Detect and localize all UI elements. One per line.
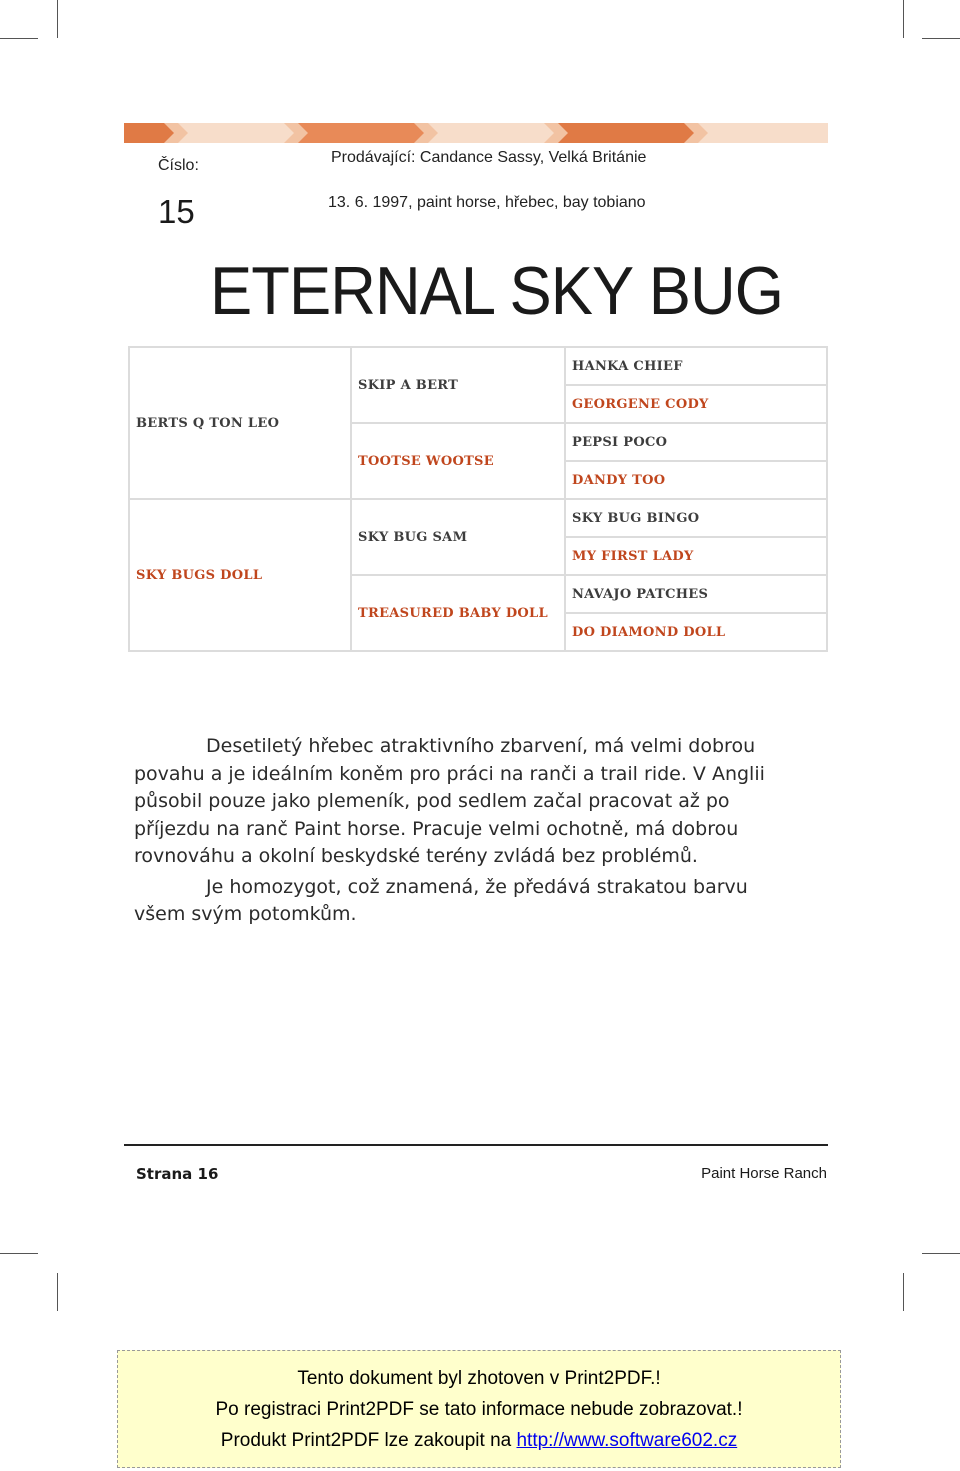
print2pdf-notice <box>117 1350 841 1468</box>
pedigree-grandsire: SKIP A BERT <box>351 347 565 423</box>
pedigree-grandsire: SKY BUG SAM <box>351 499 565 575</box>
pedigree-ggp: DANDY TOO <box>565 461 827 499</box>
pedigree-ggp: HANKA CHIEF <box>565 347 827 385</box>
description-paragraph: Desetiletý hřebec atraktivního zbarvení, má velmi dobrou povahu a je ideálním koněm pro práci na ranči a trail ride. V Anglii působil pouze jako plemeník, pod sedlem začal pracovat až po příjezdu na ranč Paint horse. Pracuje velmi ochotně, má dobrou rovnováhu a okolní beskydské terény zvládá bez problémů. <box>134 735 765 867</box>
notice-line: Tento dokument byl zhotoven v Print2PDF.! <box>297 1368 661 1389</box>
pedigree-dam: SKY BUGS DOLL <box>129 499 351 651</box>
pedigree-ggp: PEPSI POCO <box>565 423 827 461</box>
horse-name-title: ETERNAL SKY BUG <box>210 253 783 329</box>
pedigree-ggp: SKY BUG BINGO <box>565 499 827 537</box>
software602-link[interactable]: http://www.software602.cz <box>516 1430 738 1451</box>
cislo-label: Číslo: <box>158 157 199 174</box>
pedigree-granddam: TREASURED BABY DOLL <box>351 575 565 651</box>
page-number: Strana 16 <box>136 1165 219 1183</box>
pedigree-ggp: NAVAJO PATCHES <box>565 575 827 613</box>
crop-mark <box>0 38 38 39</box>
crop-mark <box>903 0 904 38</box>
seller-info: Prodávající: Candance Sassy, Velká Británie <box>331 149 647 166</box>
pedigree-ggp: MY FIRST LADY <box>565 537 827 575</box>
crop-mark <box>922 1253 960 1254</box>
description-paragraph: Je homozygot, což znamená, že předává strakatou barvu všem svým potomkům. <box>134 875 748 925</box>
pedigree-ggp: DO DIAMOND DOLL <box>565 613 827 651</box>
ranch-name: Paint Horse Ranch <box>701 1165 827 1182</box>
notice-line: Po registraci Print2PDF se tato informace nebude zobrazovat.! <box>215 1399 743 1420</box>
pedigree-ggp: GEORGENE CODY <box>565 385 827 423</box>
cislo-value: 15 <box>158 193 195 230</box>
crop-mark <box>57 0 58 38</box>
birth-details: 13. 6. 1997, paint horse, hřebec, bay tobiano <box>328 194 646 211</box>
pedigree-sire: BERTS Q TON LEO <box>129 347 351 499</box>
crop-mark <box>57 1273 58 1311</box>
footer-rule <box>124 1144 828 1146</box>
crop-mark <box>922 38 960 39</box>
notice-text: Produkt Print2PDF lze zakoupit na <box>220 1430 517 1451</box>
crop-mark <box>903 1273 904 1311</box>
pedigree-table <box>128 346 828 652</box>
pedigree-granddam: TOOTSE WOOTSE <box>351 423 565 499</box>
crop-mark <box>0 1253 38 1254</box>
notice-line <box>118 1425 840 1456</box>
header-banner <box>124 123 828 143</box>
horse-description <box>134 733 794 929</box>
